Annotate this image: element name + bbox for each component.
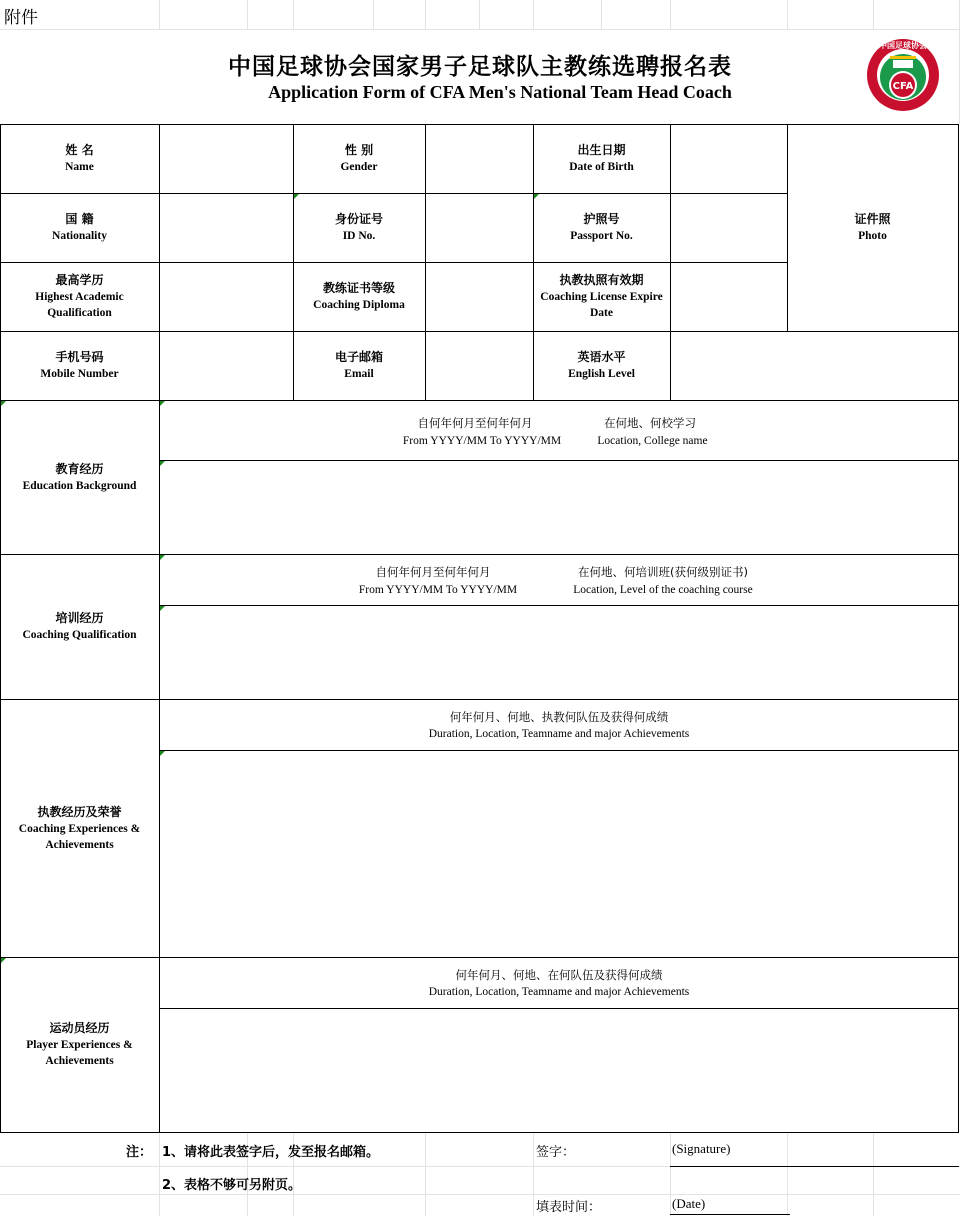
date-label: 填表时间： — [536, 1200, 602, 1215]
photo-area[interactable]: 证件照 Photo — [854, 212, 891, 242]
passport-input[interactable] — [671, 194, 786, 261]
coaching-experience-entries-area[interactable] — [160, 751, 958, 956]
gender-input[interactable] — [426, 125, 532, 192]
email-input[interactable] — [426, 332, 532, 399]
nationality-input[interactable] — [160, 194, 292, 261]
signature-field[interactable]: (Signature) — [672, 1141, 731, 1156]
field-english-label: 英语水平 English Level — [568, 350, 635, 380]
section-coaching-experience-label: 执教经历及荣誉 Coaching Experiences & Achievements — [18, 804, 141, 851]
emblem-ring-text: 中国足球协会 — [879, 41, 927, 50]
education-level-input[interactable] — [160, 263, 292, 330]
education-header: 自何年何月至何年何月 在何地、何校学习 From YYYY/MM To YYYY/MM Location, College name — [402, 416, 708, 447]
field-gender-label: 性 别 Gender — [340, 143, 378, 173]
emblem-inner-text: CFA — [892, 81, 914, 92]
coaching-qualification-header: 自何年何月至何年何月 在何地、何培训班(获何级别证书) From YYYY/MM To YYYY/MM Location, Level of the coaching course — [358, 565, 753, 596]
field-id-label: 身份证号 ID No. — [334, 212, 383, 242]
form-title-cn: 中国足球协会国家男子足球队主教练选聘报名表 — [228, 54, 732, 80]
field-passport-label: 护照号 Passport No. — [570, 212, 633, 242]
section-coaching-qualification-label: 培训经历 Coaching Qualification — [22, 611, 137, 641]
cfa-emblem-icon — [866, 38, 940, 112]
notes-prefix: 注： — [126, 1145, 153, 1160]
note-2: 2、表格不够可另附页。 — [162, 1178, 302, 1193]
diploma-input[interactable] — [426, 263, 532, 330]
player-experience-entries-area[interactable] — [160, 1009, 958, 1131]
form-title-en: Application Form of CFA Men's National Team Head Coach — [268, 82, 732, 102]
attachment-label: 附件 — [4, 8, 38, 28]
field-license-label: 执教执照有效期 Coaching License Expire Date — [540, 273, 663, 319]
signature-label: 签字： — [536, 1145, 576, 1160]
field-education-level-label: 最高学历 Highest Academic Qualification — [35, 273, 124, 319]
coaching-qualification-entries-area[interactable] — [160, 606, 958, 698]
field-diploma-label: 教练证书等级 Coaching Diploma — [313, 281, 405, 311]
player-experience-header: 何年何月、何地、在何队伍及获得何成绩 Duration, Location, Teamname and major Achievements — [428, 968, 690, 998]
mobile-input[interactable] — [160, 332, 292, 399]
id-input[interactable] — [426, 194, 532, 261]
note-1: 1、请将此表签字后，发至报名邮箱。 — [162, 1145, 380, 1160]
name-input[interactable] — [160, 125, 292, 192]
field-mobile-label: 手机号码 Mobile Number — [40, 350, 119, 380]
english-input[interactable] — [671, 332, 957, 399]
field-email-label: 电子邮箱 Email — [334, 350, 383, 380]
field-dob-label: 出生日期 Date of Birth — [569, 143, 634, 173]
license-input[interactable] — [671, 263, 786, 330]
section-player-experience-label: 运动员经历 Player Experiences & Achievements — [26, 1021, 133, 1067]
coaching-experience-header: 何年何月、何地、执教何队伍及获得何成绩 Duration, Location, Teamname and major Achievements — [428, 710, 690, 740]
dob-input[interactable] — [671, 125, 786, 192]
date-field[interactable]: (Date) — [672, 1196, 706, 1211]
field-nationality-label: 国 籍 Nationality — [52, 212, 107, 242]
field-name-label: 姓 名 Name — [65, 143, 94, 173]
section-education-label: 教育经历 Education Background — [22, 461, 137, 492]
education-entries-area[interactable] — [160, 461, 958, 553]
